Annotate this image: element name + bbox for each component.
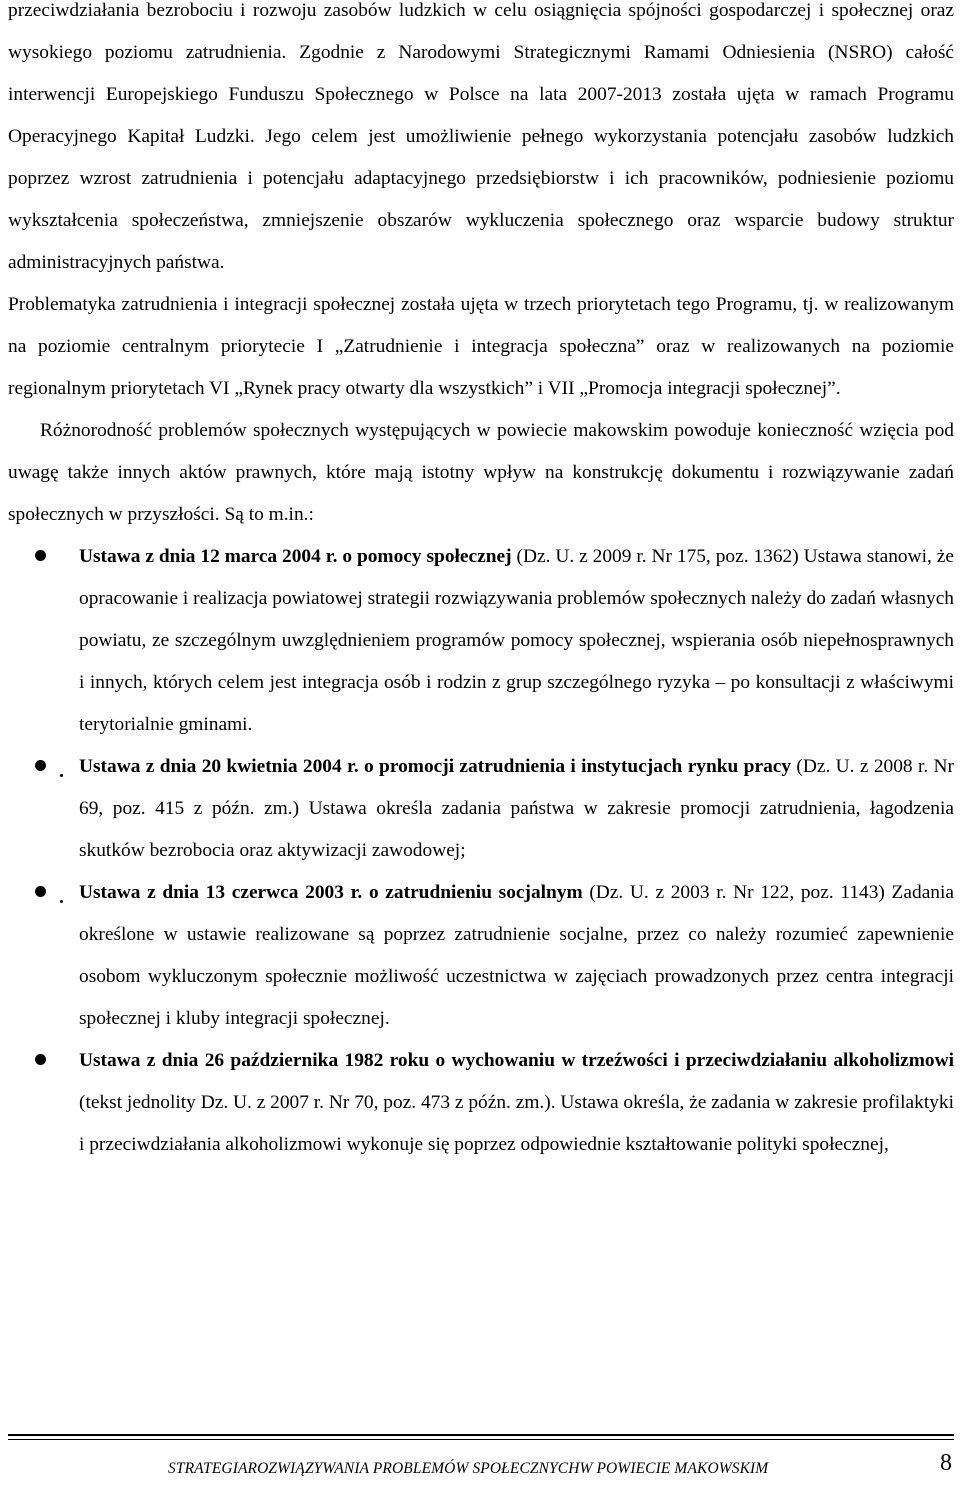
page-number: 8 xyxy=(940,1450,952,1476)
act-text: (tekst jednolity Dz. U. z 2007 r. Nr 70, poz. 473 z późn. zm.). Ustawa określa, że zadania w zakresie profilaktyki i przeciwdziałania alkoholizmowi wykonuje się poprzez odpowiednie kształtowanie polityki społecznej, xyxy=(79,1092,954,1155)
paragraph-intro: przeciwdziałania bezrobociu i rozwoju zasobów ludzkich w celu osiągnięcia spójności gospodarczej i społecznej oraz wysokiego poziomu zatrudnienia. Zgodnie z Narodowymi Strategicznymi Ramami Odniesienia (NSRO) całość interwencji Europejskiego Funduszu Społecznego w Polsce na lata 2007-2013 została ujęta w ramach Programu Operacyjnego Kapitał Ludzki. Jego celem jest umożliwienie pełnego wykorzystania potencjału zasobów ludzkich poprzez wzrost zatrudnienia i potencjału adaptacyjnego przedsiębiorstw i ich pracowników, podniesienie poziomu wykształcenia społeczeństwa, zmniejszenie obszarów wykluczenia społecznego oraz wsparcie budowy struktur administracyjnych państwa. xyxy=(8,0,954,273)
act-title: Ustawa z dnia 12 marca 2004 r. o pomocy społecznej xyxy=(79,546,512,567)
act-title: Ustawa z dnia 13 czerwca 2003 r. o zatrudnieniu socjalnym xyxy=(79,882,583,903)
bullet-icon xyxy=(35,550,46,561)
bullet-icon xyxy=(35,886,46,897)
bullet-dot-icon xyxy=(60,774,63,777)
act-text: (Dz. U. z 2008 r. Nr 69, poz. 415 z późn. zm.) Ustawa określa zadania państwa w zakresie promocji zatrudnienia, łagodzenia skutków bezrobocia oraz aktywizacji zawodowej; xyxy=(79,756,954,861)
list-item xyxy=(8,746,954,872)
paragraph-priorities: Problematyka zatrudnienia i integracji społecznej została ujęta w trzech priorytetach tego Programu, tj. w realizowanym na poziomie centralnym priorytecie I „Zatrudnienie i integracja społeczna” oraz w realizowanych na poziomie regionalnym priorytetach VI „Rynek pracy otwarty dla wszystkich” i VII „Promocja integracji społecznej”. xyxy=(8,294,954,399)
act-text: (Dz. U. z 2003 r. Nr 122, poz. 1143) Zadania określone w ustawie realizowane są poprzez zatrudnienie socjalne, przez co należy rozumieć zapewnienie osobom wykluczonym społecznie możliwość uczestnictwa w zajęciach prowadzonych przez centra integracji społecznej i kluby integracji społecznej. xyxy=(79,882,954,1029)
bullet-dot-icon xyxy=(60,900,63,903)
footer-divider xyxy=(8,1434,954,1436)
footer-title: STRATEGIAROZWIĄZYWANIA PROBLEMÓW SPOŁECZNYCHW POWIECIE MAKOWSKIM xyxy=(168,1460,769,1477)
bullet-icon xyxy=(35,760,46,771)
act-text: (Dz. U. z 2009 r. Nr 175, poz. 1362) Ustawa stanowi, że opracowanie i realizacja powiatowej strategii rozwiązywania problemów społecznych należy do zadań własnych powiatu, ze szczególnym uwzględnieniem programów pomocy społecznej, wspierania osób niepełnosprawnych i innych, których celem jest integracja osób i rodzin z grup szczególnego ryzyka – po konsultacji z właściwymi terytorialnie gminami. xyxy=(79,546,954,735)
legal-acts-list xyxy=(8,536,954,1166)
document-page xyxy=(8,0,954,1166)
act-title: Ustawa z dnia 26 października 1982 roku o wychowaniu w trzeźwości i przeciwdziałaniu alkoholizmowi xyxy=(79,1050,954,1071)
list-item xyxy=(8,536,954,746)
act-title: Ustawa z dnia 20 kwietnia 2004 r. o promocji zatrudnienia i instytucjach rynku pracy xyxy=(79,756,792,777)
list-item xyxy=(8,872,954,1040)
list-item xyxy=(8,1040,954,1166)
bullet-icon xyxy=(35,1054,46,1065)
paragraph-other-acts: Różnorodność problemów społecznych występujących w powiecie makowskim powoduje konieczność wzięcia pod uwagę także innych aktów prawnych, które mają istotny wpływ na konstrukcję dokumentu i rozwiązywanie zadań społecznych w przyszłości. Są to m.in.: xyxy=(8,420,954,525)
page-footer xyxy=(8,1434,954,1480)
